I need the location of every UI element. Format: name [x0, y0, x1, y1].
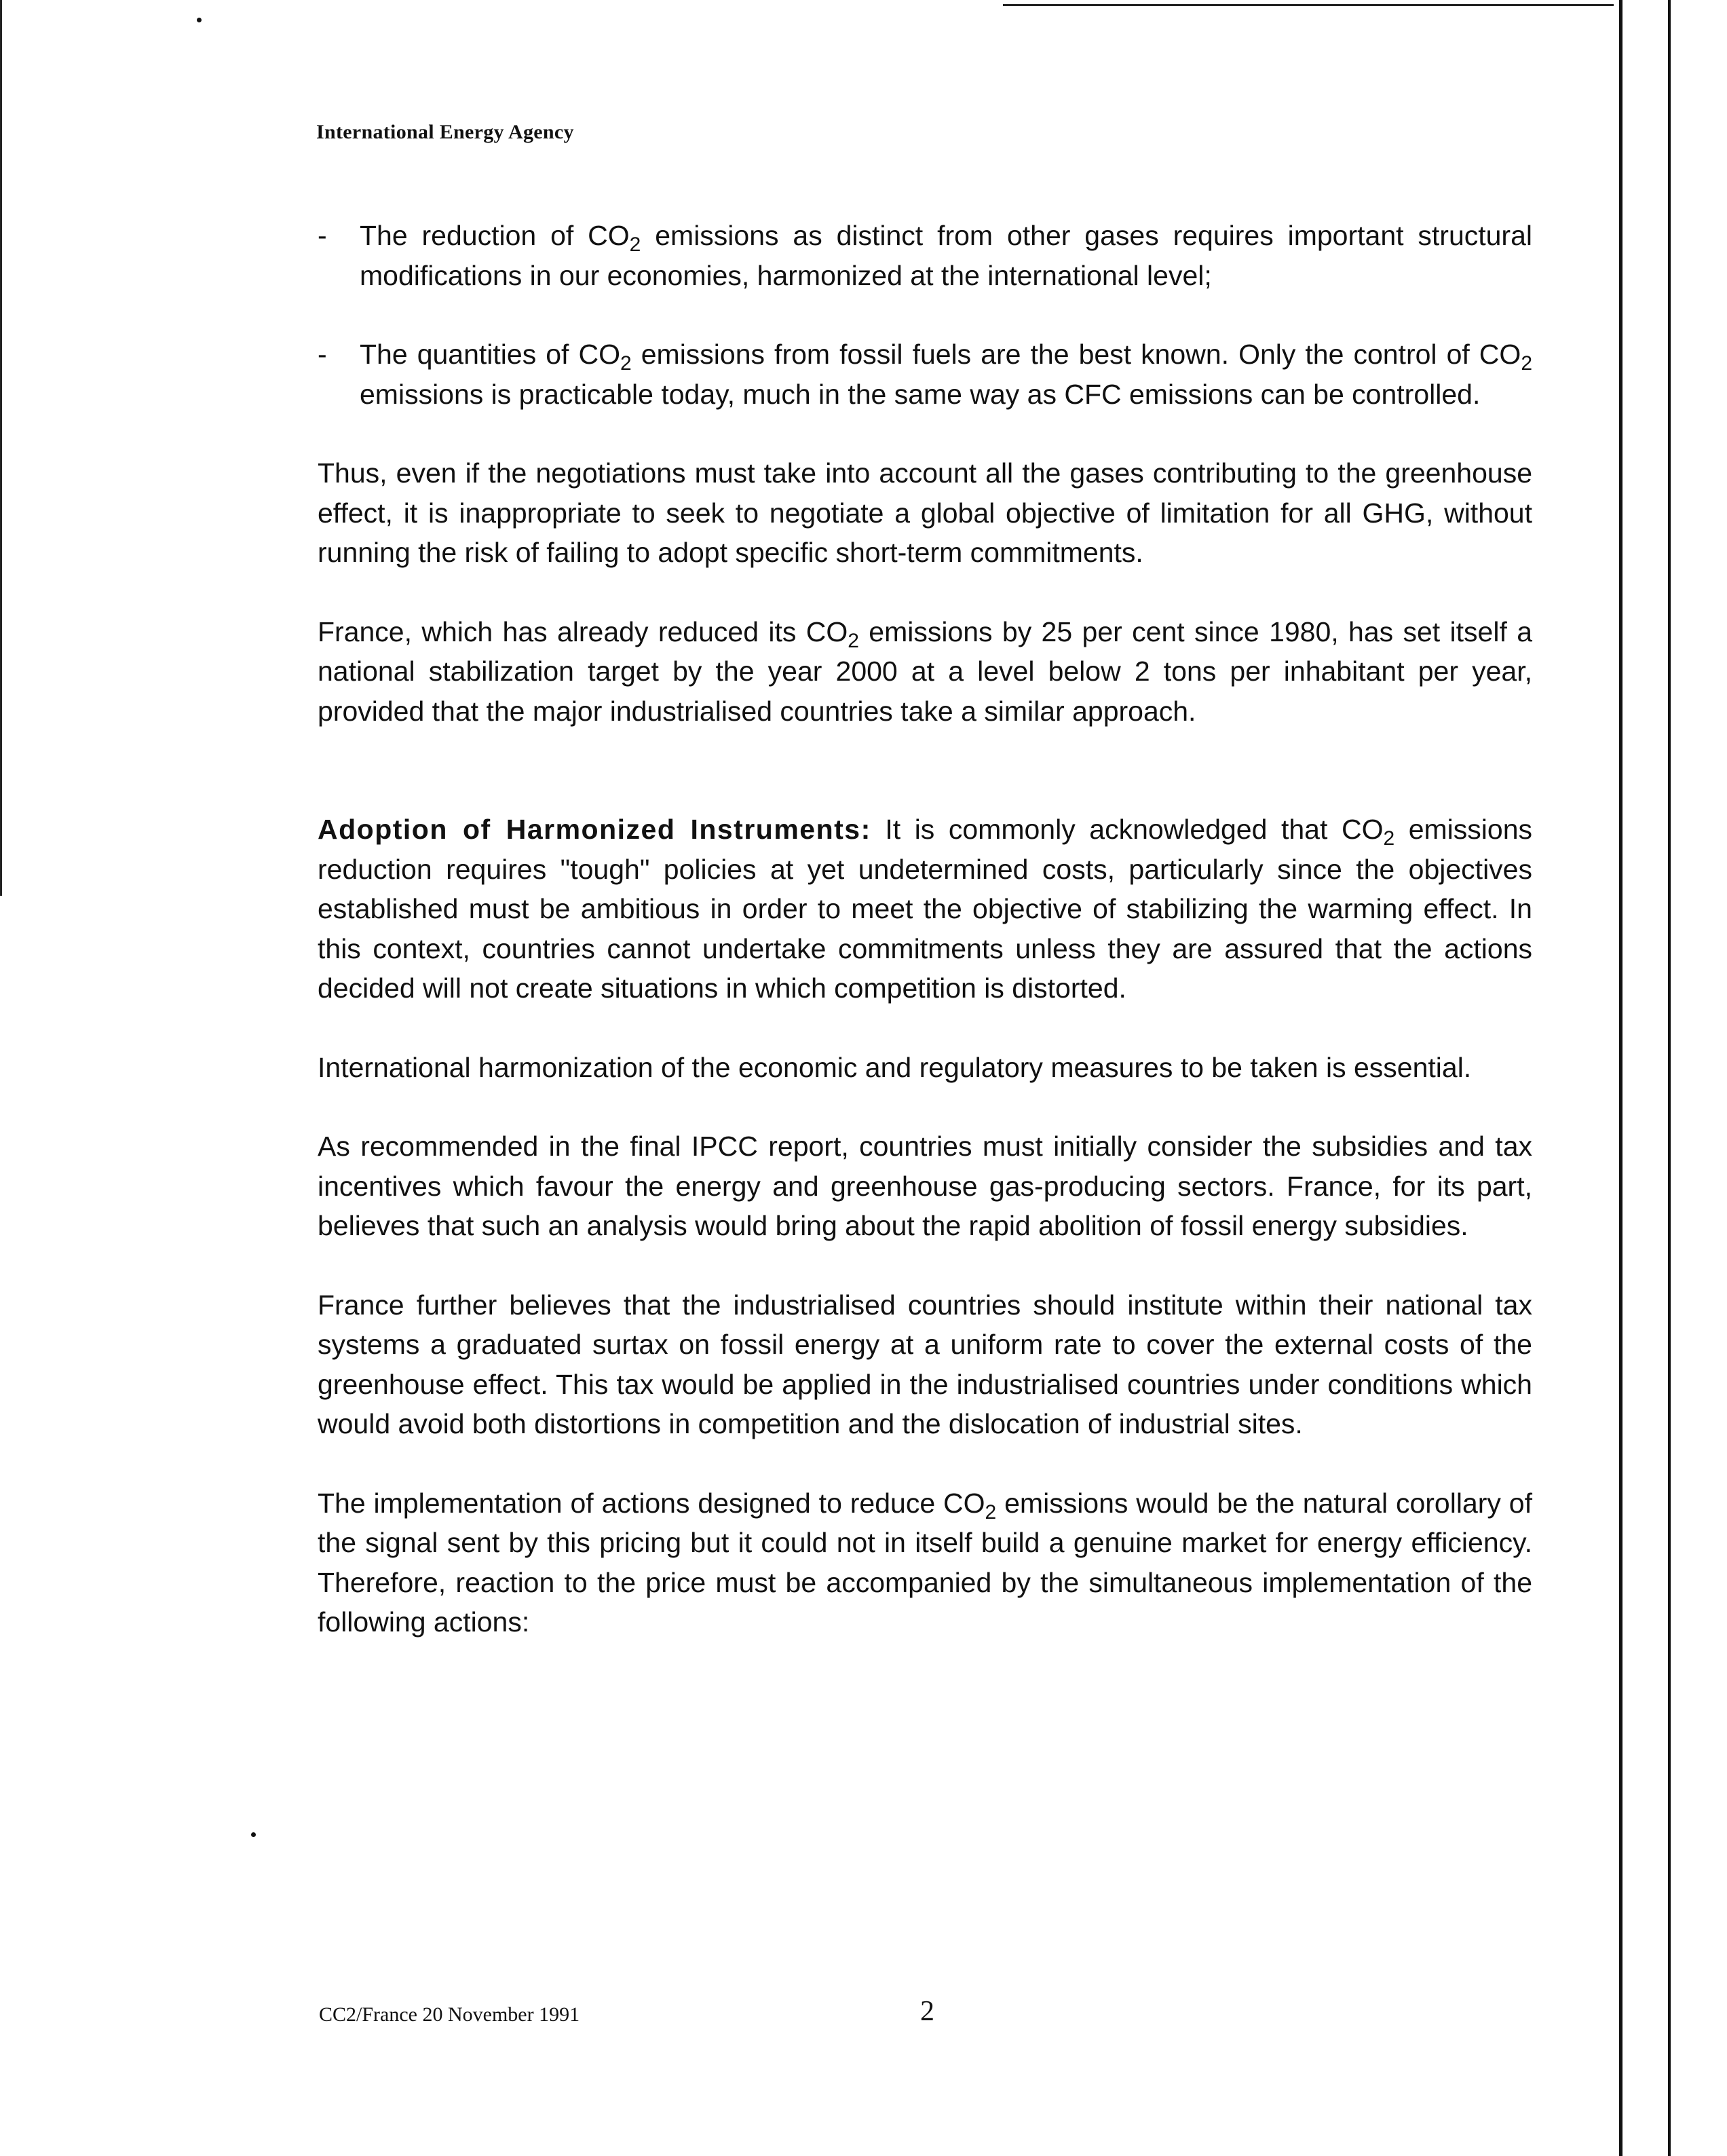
page-header: International Energy Agency: [316, 121, 574, 143]
paragraph-thus: Thus, even if the negotiations must take into account all the gases contributing to the greenhouse effect, it is inappropriate to seek to negotiate a global objective of limitation for all GHG, without running the risk of failing to adopt specific short-term commitments.: [318, 457, 1532, 568]
bullet-marker: -: [318, 339, 327, 370]
scan-speck: [197, 18, 202, 22]
scan-edge-right-inner: [1619, 0, 1622, 2156]
bullet-item-co2-reduction: - The reduction of $CO_2$ emissions as distinct from other gases requires important structural modifications in our economies, harmonized at the international level;: [318, 216, 1532, 295]
footer-reference: CC2/France 20 November 1991: [319, 2003, 580, 2026]
paragraph-implementation: The implementation of actions designed to reduce $CO_2$ emissions would be the natural corollary of the signal sent by this pricing but it could not in itself build a genuine market for energy efficiency. Therefore, reaction to the price must be accompanied by the simultaneous implementation of the following actions:: [318, 1487, 1533, 1638]
scan-edge-left: [0, 0, 2, 896]
bullet-marker: -: [318, 220, 327, 251]
paragraph-adoption: Adoption of Harmonized Instruments: It is commonly acknowledged that $CO_2$ emissions reduction requires "tough" policies at yet undetermined costs, particularly since the objectives established must be ambitious in order to meet the objective of stabilizing the warming effect. In this context, countries cannot undertake commitments unless they are assured that the actions decided will not create situations in which competition is distorted.: [318, 814, 1533, 1004]
scan-edge-top: [1003, 4, 1614, 6]
scan-edge-right-outer: [1668, 0, 1671, 2156]
scan-speck: [251, 1832, 256, 1837]
page-number: 2: [920, 1996, 934, 2027]
document-body: [318, 216, 1532, 1642]
paragraph-france-reduced: France, which has already reduced its $CO_2$ emissions by 25 per cent since 1980, has set itself a national stabilization target by the year 2000 at a level below 2 tons per inhabitant per year, provided that the major industrialised countries take a similar approach.: [318, 616, 1532, 727]
paragraph-surtax: France further believes that the industrialised countries should institute within their national tax systems a graduated surtax on fossil energy at a uniform rate to cover the external costs of the greenhouse effect. This tax would be applied in the industrialised countries under conditions which would avoid both distortions in competition and the dislocation of industrial sites.: [318, 1289, 1532, 1439]
paragraph-ipcc: As recommended in the final IPCC report, countries must initially consider the subsidies and tax incentives which favour the energy and greenhouse gas-producing sectors. France, for its part, believes that such an analysis would bring about the rapid abolition of fossil energy subsidies.: [318, 1131, 1532, 1241]
bullet-item-co2-quantities: - The quantities of $CO_2$ emissions from fossil fuels are the best known. Only the control of $CO_2$ emissions is practicable today, much in the same way as CFC emissions can be controlled.: [318, 335, 1532, 414]
paragraph-harmonization: International harmonization of the economic and regulatory measures to be taken is essential.: [318, 1051, 1472, 1083]
section-heading-adoption: Adoption of Harmonized Instruments:: [318, 814, 871, 845]
